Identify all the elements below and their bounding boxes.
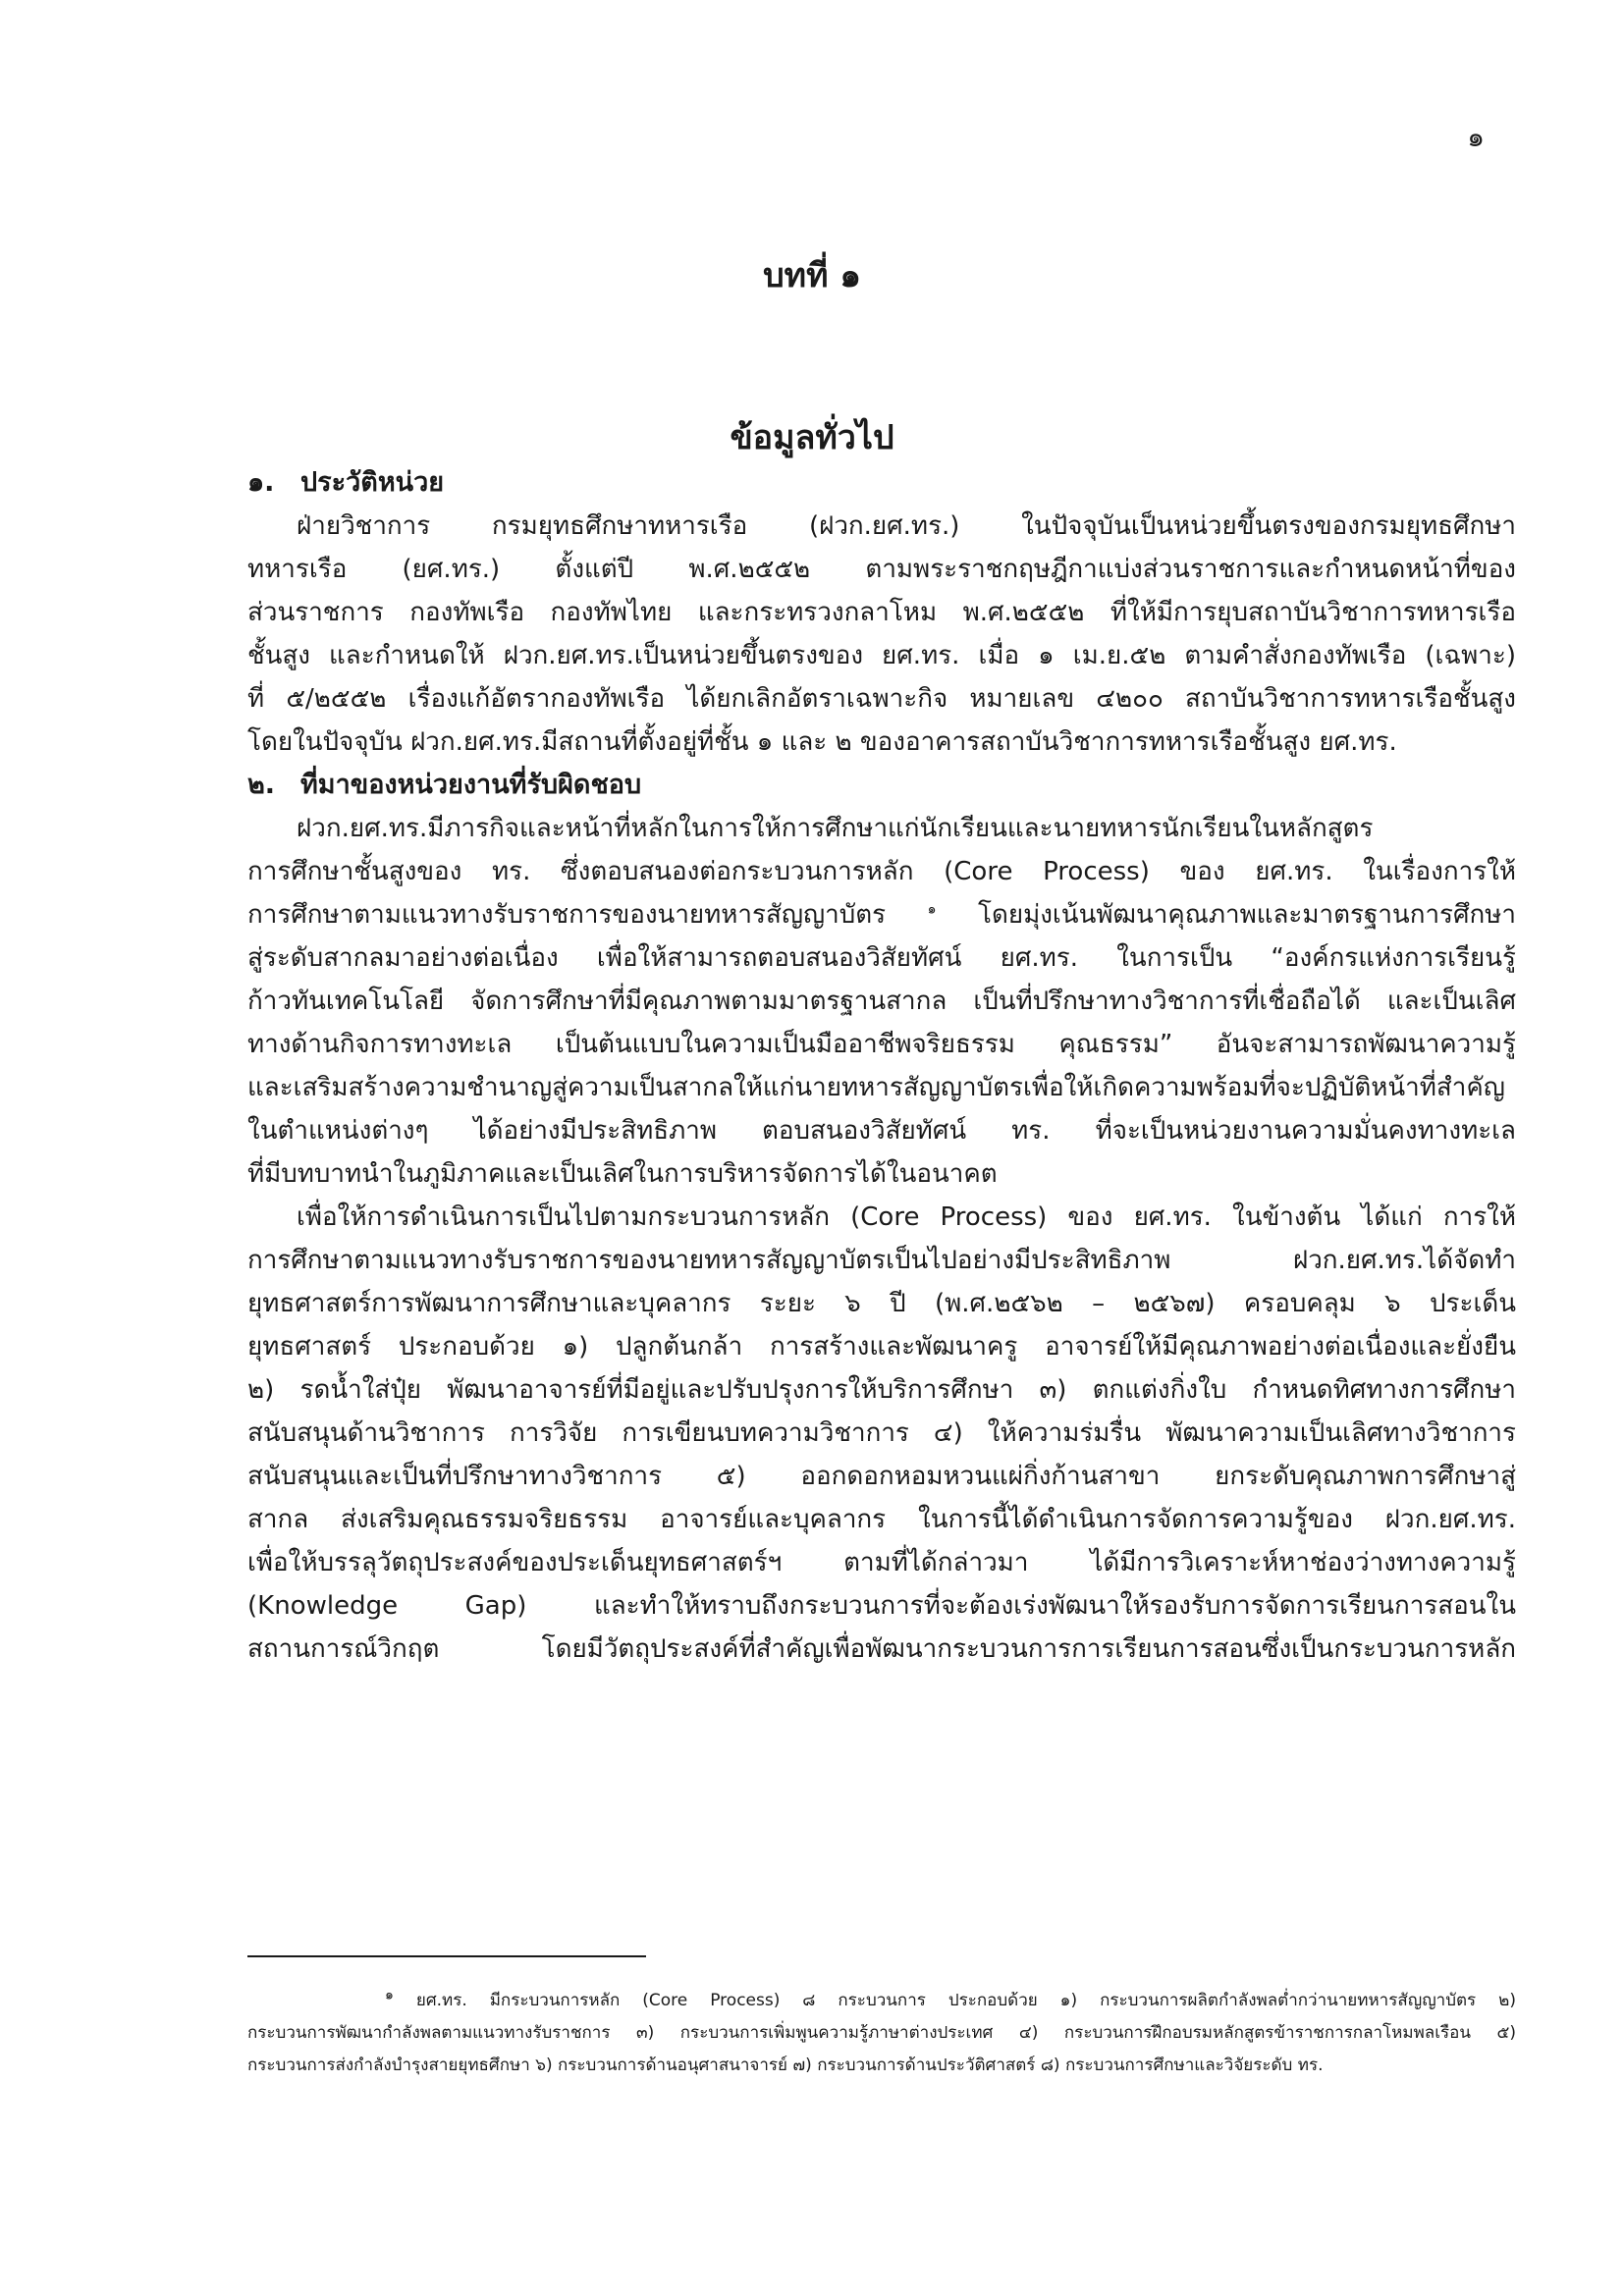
footnote-text: ยศ.ทร. มีกระบวนการหลัก (Core Process) ๘ กระบวนการ ประกอบด้วย ๑) กระบวนการผลิตกำลังพลต่ำกว่านายทหารสัญญาบัตร ๒) <box>415 1991 1516 2010</box>
paragraph-line: ที่ ๕/๒๕๕๒ เรื่องแก้อัตรากองทัพเรือ ได้ยกเลิกอัตราเฉพาะกิจ หมายเลข ๔๒๐๐ สถาบันวิชาการทหารเรือชั้นสูง <box>247 684 1516 714</box>
paragraph-line: ฝ่ายวิชาการ กรมยุทธศึกษาทหารเรือ (ฝวก.ยศ.ทร.) ในปัจจุบันเป็นหน่วยขึ้นตรงของกรมยุทธศึกษา <box>297 511 1516 541</box>
footnote-line <box>247 1985 1516 2017</box>
section-number: ๑. <box>247 467 275 498</box>
paragraph-line: ที่มีบทบาทนำในภูมิภาคและเป็นเลิศในการบริหารจัดการได้ในอนาคต <box>247 1159 998 1189</box>
paragraph-text: การศึกษาตามแนวทางรับราชการของนายทหารสัญญาบัตร <box>247 900 887 930</box>
paragraph-line: การศึกษาชั้นสูงของ ทร. ซึ่งตอบสนองต่อกระบวนการหลัก (Core Process) ของ ยศ.ทร. ในเรื่องการให้ <box>247 857 1516 886</box>
paragraph-line: ชั้นสูง และกำหนดให้ ฝวก.ยศ.ทร.เป็นหน่วยขึ้นตรงของ ยศ.ทร. เมื่อ ๑ เม.ย.๕๒ ตามคำสั่งกองทัพเรือ (เฉพาะ) <box>247 641 1516 670</box>
paragraph-line: และเสริมสร้างความชำนาญสู่ความเป็นสากลให้แก่นายทหารสัญญาบัตรเพื่อให้เกิดความพร้อมที่จะปฏิบัติหน้าที่สำคัญ <box>247 1073 1505 1102</box>
section-heading <box>247 461 1516 505</box>
paragraph-line: ทหารเรือ (ยศ.ทร.) ตั้งแต่ปี พ.ศ.๒๕๕๒ ตามพระราชกฤษฎีกาแบ่งส่วนราชการและกำหนดหน้าที่ของ <box>247 555 1516 584</box>
paragraph-line: เพื่อให้การดำเนินการเป็นไปตามกระบวนการหลัก (Core Process) ของ ยศ.ทร. ในข้างต้น ได้แก่ การให้ <box>297 1202 1516 1232</box>
paragraph-line: ฝวก.ยศ.ทร.มีภารกิจและหน้าที่หลักในการให้การศึกษาแก่นักเรียนและนายทหารนักเรียนในหลักสูตร <box>297 814 1374 843</box>
footnote-line: กระบวนการพัฒนากำลังพลตามแนวทางรับราชการ ๓) กระบวนการเพิ่มพูนความรู้ภาษาต่างประเทศ ๔) กระบวนการฝึกอบรมหลักสูตรข้าราชการกลาโหมพลเรือน ๕) <box>247 2023 1516 2043</box>
footnote-reference[interactable]: ๑ <box>927 901 937 918</box>
body-text <box>247 461 1516 1671</box>
paragraph-line: สากล ส่งเสริมคุณธรรมจริยธรรม อาจารย์และบุคลากร ในการนี้ได้ดำเนินการจัดการความรู้ของ ฝวก.ยศ.ทร. <box>247 1505 1516 1534</box>
paragraph-line: การศึกษาตามแนวทางรับราชการของนายทหารสัญญาบัตรเป็นไปอย่างมีประสิทธิภาพ ฝวก.ยศ.ทร.ได้จัดทำ <box>247 1246 1516 1275</box>
paragraph-line: ๒) รดน้ำใส่ปุ๋ย พัฒนาอาจารย์ที่มีอยู่และปรับปรุงการให้บริการศึกษา ๓) ตกแต่งกิ่งใบ กำหนดทิศทางการศึกษา <box>247 1375 1516 1405</box>
paragraph-line: ยุทธศาสตร์ ประกอบด้วย ๑) ปลูกต้นกล้า การสร้างและพัฒนาครู อาจารย์ให้มีคุณภาพอย่างต่อเนื่องและยั่งยืน <box>247 1332 1516 1362</box>
footnote <box>247 1985 1516 2082</box>
footnote-line: กระบวนการส่งกำลังบำรุงสายยุทธศึกษา ๖) กระบวนการด้านอนุศาสนาจารย์ ๗) กระบวนการด้านประวัติศาสตร์ ๘) กระบวนการศึกษาและวิจัยระดับ ทร. <box>247 2056 1324 2075</box>
paragraph-line: สู่ระดับสากลมาอย่างต่อเนื่อง เพื่อให้สามารถตอบสนองวิสัยทัศน์ ยศ.ทร. ในการเป็น “องค์กรแห่งการเรียนรู้ <box>247 943 1516 973</box>
chapter-heading: บทที่ ๑ <box>763 256 861 295</box>
chapter-title: ข้อมูลทั่วไป <box>730 418 894 457</box>
page-number: ๑ <box>1467 121 1485 153</box>
footnote-divider <box>247 1955 646 1957</box>
section-title: ที่มาของหน่วยงานที่รับผิดชอบ <box>300 770 642 800</box>
paragraph-line: ส่วนราชการ กองทัพเรือ กองทัพไทย และกระทรวงกลาโหม พ.ศ.๒๕๕๒ ที่ให้มีการยุบสถาบันวิชาการทหารเรือ <box>247 598 1516 627</box>
paragraph-line: ก้าวทันเทคโนโลยี จัดการศึกษาที่มีคุณภาพตามมาตรฐานสากล เป็นที่ปรึกษาทางวิชาการที่เชื่อถือได้ และเป็นเลิศ <box>247 987 1516 1016</box>
paragraph-line: เพื่อให้บรรลุวัตถุประสงค์ของประเด็นยุทธศาสตร์ฯ ตามที่ได้กล่าวมา ได้มีการวิเคราะห์หาช่องว่างทางความรู้ <box>247 1548 1516 1577</box>
section-title: ประวัติหน่วย <box>300 467 445 498</box>
paragraph-line: สนับสนุนด้านวิชาการ การวิจัย การเขียนบทความวิชาการ ๔) ให้ความร่มรื่น พัฒนาความเป็นเลิศทางวิชาการ <box>247 1418 1516 1448</box>
section-heading <box>247 764 1516 807</box>
paragraph-line: (Knowledge Gap) และทำให้ทราบถึงกระบวนการที่จะต้องเร่งพัฒนาให้รองรับการจัดการเรียนการสอนใน <box>247 1591 1516 1621</box>
paragraph-line: ทางด้านกิจการทางทะเล เป็นต้นแบบในความเป็นมืออาชีพจริยธรรม คุณธรรม” อันจะสามารถพัฒนาความรู้ <box>247 1030 1516 1059</box>
paragraph-text: โดยมุ่งเน้นพัฒนาคุณภาพและมาตรฐานการศึกษา <box>978 900 1516 930</box>
footnote-mark: ๑ <box>385 1987 394 2003</box>
paragraph-line: ในตำแหน่งต่างๆ ได้อย่างมีประสิทธิภาพ ตอบสนองวิสัยทัศน์ ทร. ที่จะเป็นหน่วยงานความมั่นคงทางทะเล <box>247 1116 1516 1146</box>
paragraph-line: โดยในปัจจุบัน ฝวก.ยศ.ทร.มีสถานที่ตั้งอยู่ที่ชั้น ๑ และ ๒ ของอาคารสถาบันวิชาการทหารเรือชั้นสูง ยศ.ทร. <box>247 727 1397 757</box>
paragraph-line: สถานการณ์วิกฤต โดยมีวัตถุประสงค์ที่สำคัญเพื่อพัฒนากระบวนการการเรียนการสอนซึ่งเป็นกระบวนการหลัก <box>247 1634 1516 1664</box>
section-number: ๒. <box>247 770 276 800</box>
paragraph-line: ยุทธศาสตร์การพัฒนาการศึกษาและบุคลากร ระยะ ๖ ปี (พ.ศ.๒๕๖๒ – ๒๕๖๗) ครอบคลุม ๖ ประเด็น <box>247 1289 1516 1318</box>
paragraph-line <box>247 893 1516 936</box>
paragraph-line: สนับสนุนและเป็นที่ปรึกษาทางวิชาการ ๕) ออกดอกหอมหวนแผ่กิ่งก้านสาขา ยกระดับคุณภาพการศึกษาสู่ <box>247 1462 1516 1491</box>
